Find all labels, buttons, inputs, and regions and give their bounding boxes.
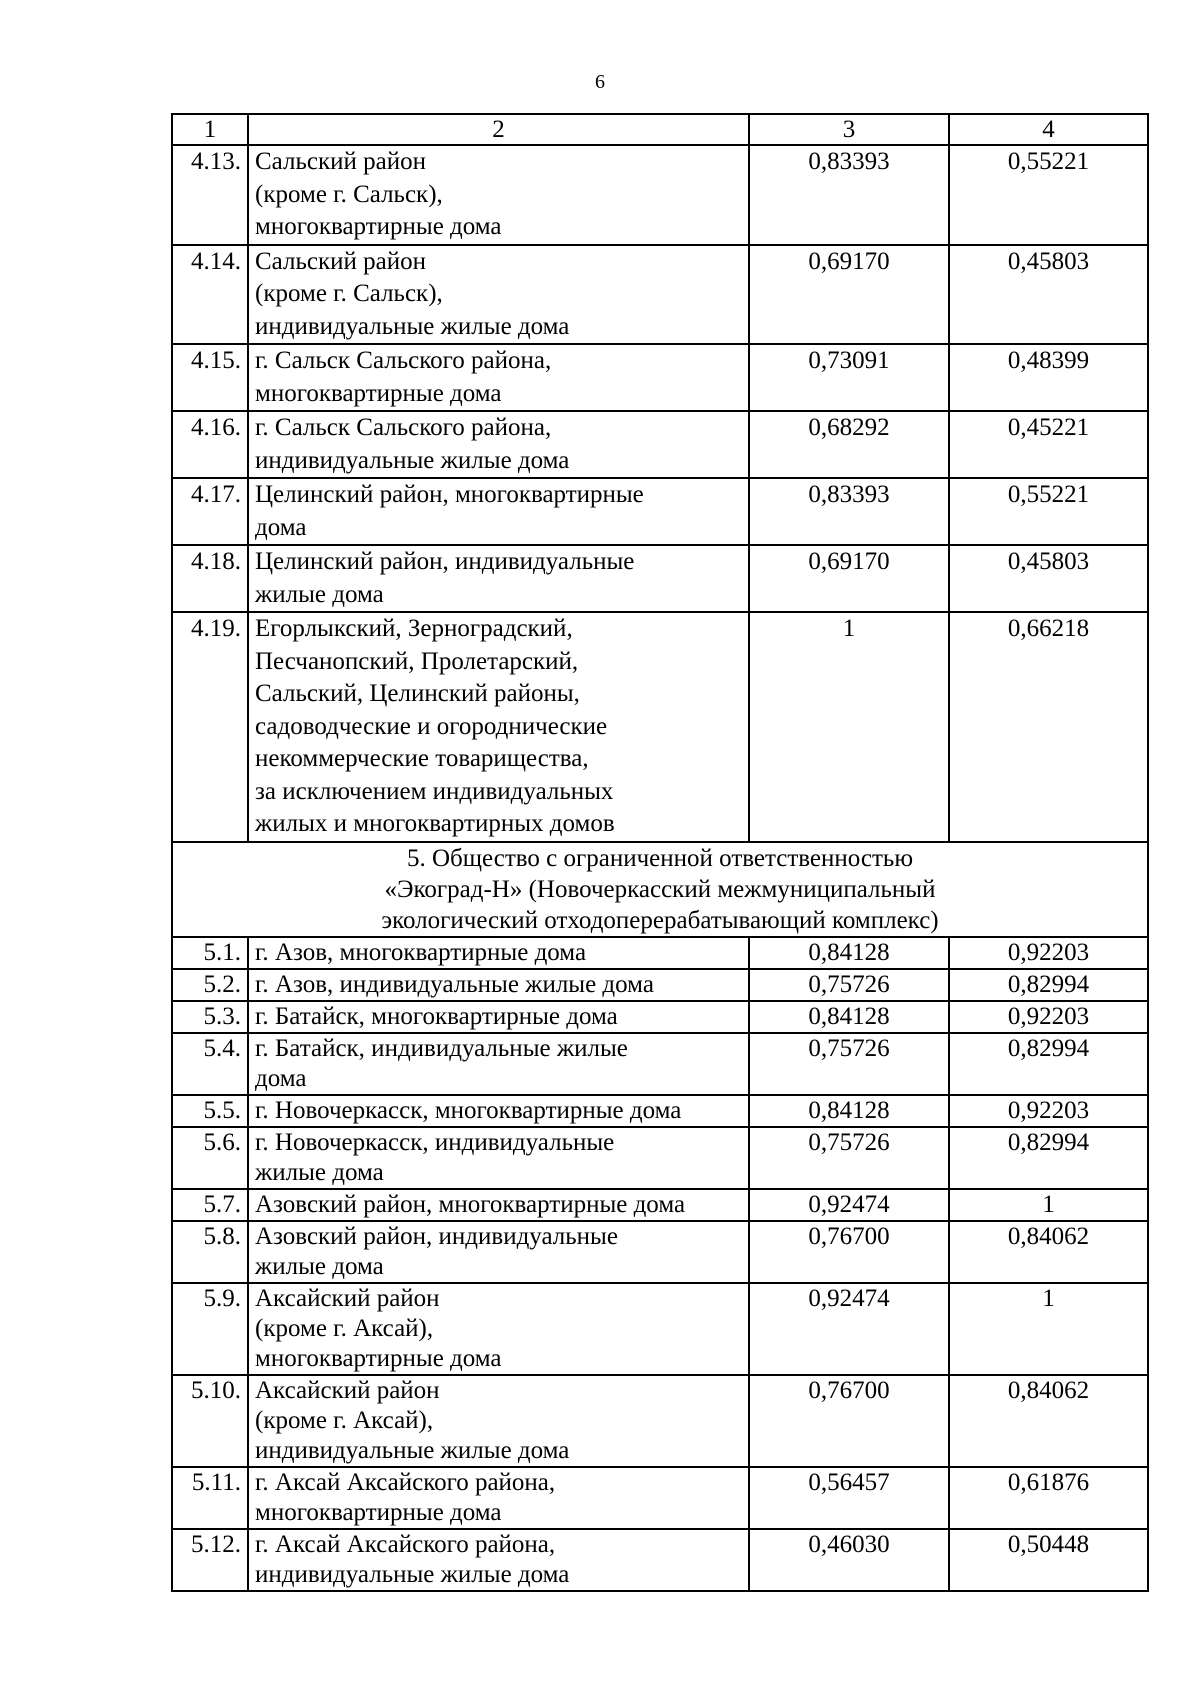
row-name: Егорлыкский, Зерноградский, Песчанопский, Пролетарский, Сальский, Целинский районы, садоводческие и огороднические некоммерческие товарищества, за исключением индивидуальных жилых и многоквартирных домов xyxy=(248,612,749,842)
row-value-4: 0,48399 xyxy=(949,344,1148,411)
row-value-4: 1 xyxy=(949,1283,1148,1375)
row-number: 4.17. xyxy=(172,478,248,545)
row-value-4: 0,45803 xyxy=(949,245,1148,345)
row-number: 5.5. xyxy=(172,1095,248,1127)
row-name: Целинский район, индивидуальные жилые дома xyxy=(248,545,749,612)
table-row xyxy=(172,1283,1148,1375)
table-row xyxy=(172,612,1148,842)
row-value-4: 0,66218 xyxy=(949,612,1148,842)
row-value-3: 0,75726 xyxy=(749,1033,949,1095)
coefficients-table xyxy=(171,113,1149,1592)
row-value-4: 0,84062 xyxy=(949,1221,1148,1283)
table-row xyxy=(172,145,1148,245)
row-name: г. Аксай Аксайского района, многоквартирные дома xyxy=(248,1467,749,1529)
row-name: г. Сальск Сальского района, многоквартирные дома xyxy=(248,344,749,411)
row-value-3: 0,73091 xyxy=(749,344,949,411)
row-number: 5.8. xyxy=(172,1221,248,1283)
row-name: г. Аксай Аксайского района, индивидуальные жилые дома xyxy=(248,1529,749,1591)
table-row xyxy=(172,1467,1148,1529)
row-value-3: 1 xyxy=(749,612,949,842)
table-row xyxy=(172,937,1148,969)
section-heading-row xyxy=(172,842,1148,937)
row-value-3: 0,75726 xyxy=(749,969,949,1001)
column-header-3: 3 xyxy=(749,114,949,145)
row-value-4: 0,92203 xyxy=(949,1095,1148,1127)
row-value-3: 0,84128 xyxy=(749,1095,949,1127)
table-row xyxy=(172,1189,1148,1221)
table-header-row xyxy=(172,114,1148,145)
row-value-4: 0,84062 xyxy=(949,1375,1148,1467)
section-heading: 5. Общество с ограниченной ответственностью «Экоград-Н» (Новочеркасский межмуниципальный экологический отходоперерабатывающий комплекс) xyxy=(172,842,1148,937)
row-name: Азовский район, индивидуальные жилые дома xyxy=(248,1221,749,1283)
row-number: 4.14. xyxy=(172,245,248,345)
row-name: Аксайский район (кроме г. Аксай), многоквартирные дома xyxy=(248,1283,749,1375)
table-row xyxy=(172,1529,1148,1591)
row-name: г. Азов, индивидуальные жилые дома xyxy=(248,969,749,1001)
row-number: 4.13. xyxy=(172,145,248,245)
column-header-4: 4 xyxy=(949,114,1148,145)
row-number: 4.18. xyxy=(172,545,248,612)
row-name: г. Новочеркасск, многоквартирные дома xyxy=(248,1095,749,1127)
row-value-3: 0,75726 xyxy=(749,1127,949,1189)
table-row xyxy=(172,344,1148,411)
row-value-4: 0,55221 xyxy=(949,478,1148,545)
row-number: 5.2. xyxy=(172,969,248,1001)
row-number: 5.12. xyxy=(172,1529,248,1591)
row-name: г. Батайск, многоквартирные дома xyxy=(248,1001,749,1033)
row-value-3: 0,83393 xyxy=(749,478,949,545)
table-row xyxy=(172,1221,1148,1283)
row-number: 5.4. xyxy=(172,1033,248,1095)
table-row xyxy=(172,545,1148,612)
row-value-4: 0,92203 xyxy=(949,1001,1148,1033)
row-name: Аксайский район (кроме г. Аксай), индивидуальные жилые дома xyxy=(248,1375,749,1467)
row-value-3: 0,84128 xyxy=(749,1001,949,1033)
row-value-3: 0,69170 xyxy=(749,545,949,612)
table-row xyxy=(172,245,1148,345)
row-value-3: 0,68292 xyxy=(749,411,949,478)
row-number: 5.9. xyxy=(172,1283,248,1375)
row-number: 4.19. xyxy=(172,612,248,842)
row-value-3: 0,69170 xyxy=(749,245,949,345)
table-row xyxy=(172,411,1148,478)
row-number: 5.6. xyxy=(172,1127,248,1189)
row-number: 5.10. xyxy=(172,1375,248,1467)
row-value-4: 0,45221 xyxy=(949,411,1148,478)
row-value-3: 0,92474 xyxy=(749,1283,949,1375)
table-row xyxy=(172,1001,1148,1033)
row-value-3: 0,56457 xyxy=(749,1467,949,1529)
page-number: 6 xyxy=(595,71,605,93)
row-name: г. Сальск Сальского района, индивидуальные жилые дома xyxy=(248,411,749,478)
row-number: 5.11. xyxy=(172,1467,248,1529)
row-name: г. Батайск, индивидуальные жилые дома xyxy=(248,1033,749,1095)
row-name: Азовский район, многоквартирные дома xyxy=(248,1189,749,1221)
row-value-4: 0,82994 xyxy=(949,1127,1148,1189)
row-value-3: 0,84128 xyxy=(749,937,949,969)
table-row xyxy=(172,1095,1148,1127)
column-header-2: 2 xyxy=(248,114,749,145)
row-number: 4.16. xyxy=(172,411,248,478)
row-value-3: 0,76700 xyxy=(749,1375,949,1467)
row-number: 5.7. xyxy=(172,1189,248,1221)
table-row xyxy=(172,969,1148,1001)
row-number: 5.3. xyxy=(172,1001,248,1033)
row-name: Сальский район (кроме г. Сальск), индивидуальные жилые дома xyxy=(248,245,749,345)
row-name: г. Новочеркасск, индивидуальные жилые дома xyxy=(248,1127,749,1189)
row-value-3: 0,76700 xyxy=(749,1221,949,1283)
row-value-4: 0,50448 xyxy=(949,1529,1148,1591)
table-row xyxy=(172,1033,1148,1095)
row-number: 4.15. xyxy=(172,344,248,411)
row-name: Целинский район, многоквартирные дома xyxy=(248,478,749,545)
row-value-3: 0,83393 xyxy=(749,145,949,245)
row-value-4: 1 xyxy=(949,1189,1148,1221)
row-number: 5.1. xyxy=(172,937,248,969)
row-value-4: 0,92203 xyxy=(949,937,1148,969)
column-header-1: 1 xyxy=(172,114,248,145)
row-value-3: 0,92474 xyxy=(749,1189,949,1221)
row-value-4: 0,82994 xyxy=(949,1033,1148,1095)
table-row xyxy=(172,1127,1148,1189)
row-value-4: 0,61876 xyxy=(949,1467,1148,1529)
row-value-4: 0,45803 xyxy=(949,545,1148,612)
row-value-4: 0,55221 xyxy=(949,145,1148,245)
row-value-4: 0,82994 xyxy=(949,969,1148,1001)
row-name: г. Азов, многоквартирные дома xyxy=(248,937,749,969)
row-name: Сальский район (кроме г. Сальск), многоквартирные дома xyxy=(248,145,749,245)
table-row xyxy=(172,1375,1148,1467)
row-value-3: 0,46030 xyxy=(749,1529,949,1591)
table-row xyxy=(172,478,1148,545)
